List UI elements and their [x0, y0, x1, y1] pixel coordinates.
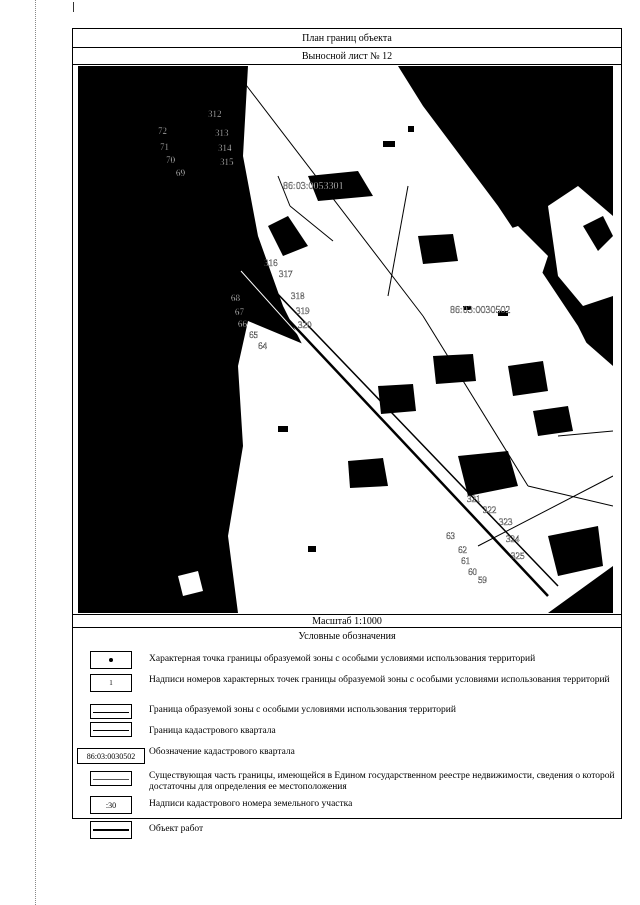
legend-text: Граница образуемой зоны с особыми условиями использования территорий — [149, 705, 456, 715]
point-label: 62 — [458, 545, 467, 555]
point-label: 63 — [446, 531, 455, 541]
quarter-line-symbol — [90, 722, 132, 737]
point-label: 69 — [176, 168, 185, 178]
point-label: 324 — [506, 534, 520, 544]
point-label: 325 — [511, 551, 525, 561]
point-label: 64 — [258, 341, 267, 351]
cadastral-label-upper: 86:03:0053301 — [283, 181, 344, 192]
point-label: 316 — [264, 258, 278, 268]
point-label: 59 — [478, 575, 487, 585]
point-label: 323 — [499, 517, 513, 527]
point-label: 70 — [166, 155, 175, 165]
legend-text: Надписи кадастрового номера земельного участка — [149, 799, 353, 809]
point-label: 71 — [160, 142, 169, 152]
sheet-subtitle: Выносной лист № 12 — [73, 48, 621, 65]
legend-title: Условные обозначения — [298, 631, 396, 642]
point-label: 72 — [158, 126, 167, 136]
number-symbol: 1 — [90, 674, 132, 692]
point-symbol — [90, 651, 132, 669]
point-label: 317 — [279, 269, 293, 279]
map-scale: Масштаб 1:1000 — [73, 614, 621, 628]
point-label: 320 — [298, 320, 312, 330]
aerial-map — [78, 66, 613, 613]
legend-text: Существующая часть границы, имеющейся в Едином государственном реестре недвижимости, сведения о которой достаточны для определения ее местоположения — [149, 771, 615, 792]
cadastral-label-right: 86:03:0030502 — [450, 305, 511, 316]
map-sheet — [72, 28, 622, 834]
zone-line-symbol — [90, 704, 132, 719]
point-label: 319 — [296, 306, 310, 316]
works-object-symbol — [90, 821, 132, 839]
point-label: 321 — [467, 494, 481, 504]
point-label: 60 — [468, 567, 477, 577]
point-label: 65 — [249, 330, 258, 340]
legend-text: Объект работ — [149, 824, 204, 834]
point-label: 318 — [291, 291, 305, 301]
point-label: 312 — [208, 109, 222, 119]
point-label: 313 — [215, 128, 229, 138]
existing-border-symbol — [90, 771, 132, 786]
point-label: 322 — [483, 505, 497, 515]
top-tick-mark — [73, 2, 74, 12]
quarter-label-symbol: 86:03:0030502 — [77, 748, 145, 764]
point-label: 61 — [461, 556, 470, 566]
point-label: 68 — [231, 293, 240, 303]
legend-text: Обозначение кадастрового квартала — [149, 747, 295, 757]
left-margin-line — [35, 0, 36, 905]
point-label: 314 — [218, 143, 232, 153]
page-title: План границ объекта — [73, 29, 621, 48]
point-label: 66 — [238, 319, 247, 329]
point-label: 67 — [235, 307, 244, 317]
legend-text: Надписи номеров характерных точек границы образуемой зоны с особыми условиями использования территорий — [149, 675, 610, 685]
legend-text: Характерная точка границы образуемой зоны с особыми условиями использования территорий — [149, 654, 536, 664]
point-label: 315 — [220, 157, 234, 167]
parcel-number-symbol: :30 — [90, 796, 132, 814]
legend-text: Граница кадастрового квартала — [149, 726, 276, 736]
